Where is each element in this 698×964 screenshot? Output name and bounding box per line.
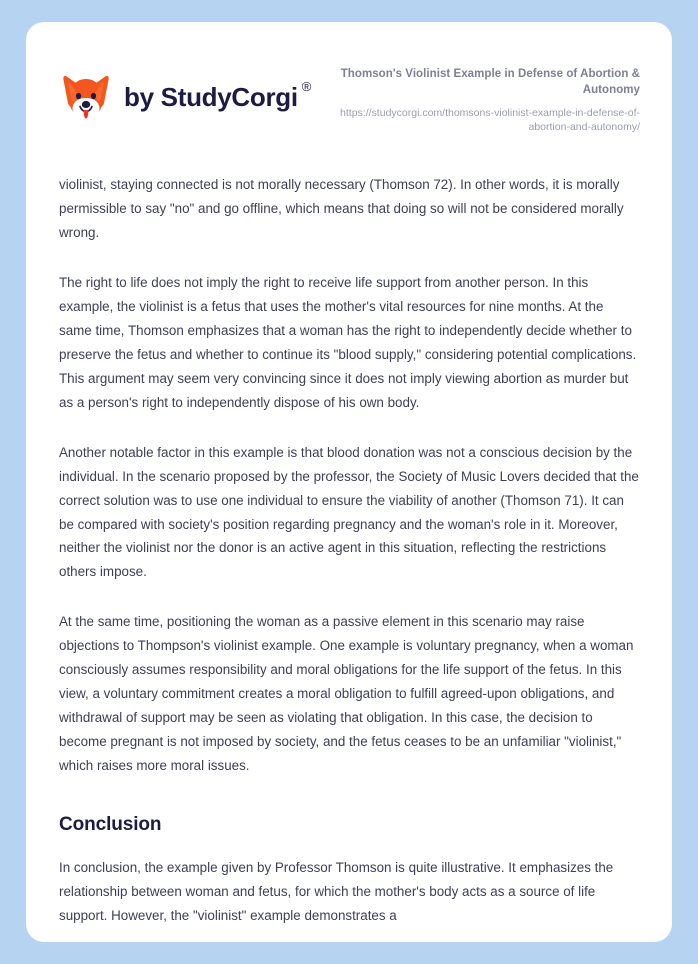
document-page-card [26, 22, 672, 942]
conclusion-paragraph: In conclusion, the example given by Professor Thomson is quite illustrative. It emphasizes the relationship between woman and fetus, for which the mother's body acts as a source of life support. However, the "violinist" example demonstrates a [59, 860, 614, 924]
brand-wordmark-text: by StudyCorgi [124, 82, 298, 112]
brand-wordmark [124, 79, 312, 112]
document-header [26, 22, 672, 135]
studycorgi-brand[interactable] [59, 62, 311, 124]
body-paragraph: At the same time, positioning the woman as a passive element in this scenario may raise objections to Thompson's violinist example. One example is voluntary pregnancy, when a woman consciously assumes responsibility and moral obligations for the life support of the fetus. In this view, a voluntary commitment creates a moral obligation to fulfill agreed-upon obligations, and withdrawal of support may be seen as violating that obligation. In this case, the decision to become pregnant is not imposed by society, and the fetus ceases to be an unfamiliar "violinist," which raises more moral issues. [59, 614, 634, 774]
document-meta [311, 62, 640, 135]
registered-trademark-icon: ® [301, 79, 312, 94]
corgi-face-icon [59, 70, 113, 124]
page-title: Thomson's Violinist Example in Defense of Abortion & Autonomy [340, 68, 640, 96]
source-url: https://studycorgi.com/thomsons-violinist-example-in-defense-of-abortion-and-autonomy/ [340, 106, 640, 134]
article-body [26, 173, 672, 929]
body-paragraph: Another notable factor in this example is that blood donation was not a conscious decision by the individual. In the scenario proposed by the professor, the Society of Music Lovers decided that the correct solution was to use one individual to ensure the viability of another (Thomson 71). It can be compared with society's position regarding pregnancy and the woman's role in it. Moreover, neither the violinist nor the donor is an active agent in this situation, reflecting the restrictions others impose. [59, 444, 639, 580]
body-paragraph: The right to life does not imply the right to receive life support from another person. In this example, the violinist is a fetus that uses the mother's vital resources for nine months. At the same time, Thomson emphasizes that a woman has the right to independently decide whether to preserve the fetus and whether to continue its "blood supply," considering potential complications. This argument may seem very convincing since it does not imply viewing abortion as murder but as a person's right to independently dispose of his own body. [59, 274, 637, 410]
body-paragraph: violinist, staying connected is not morally necessary (Thomson 72). In other words, it is morally permissible to say "no" and go offline, which means that doing so will not be considered morally wrong. [59, 176, 624, 240]
conclusion-heading: Conclusion [59, 814, 162, 836]
